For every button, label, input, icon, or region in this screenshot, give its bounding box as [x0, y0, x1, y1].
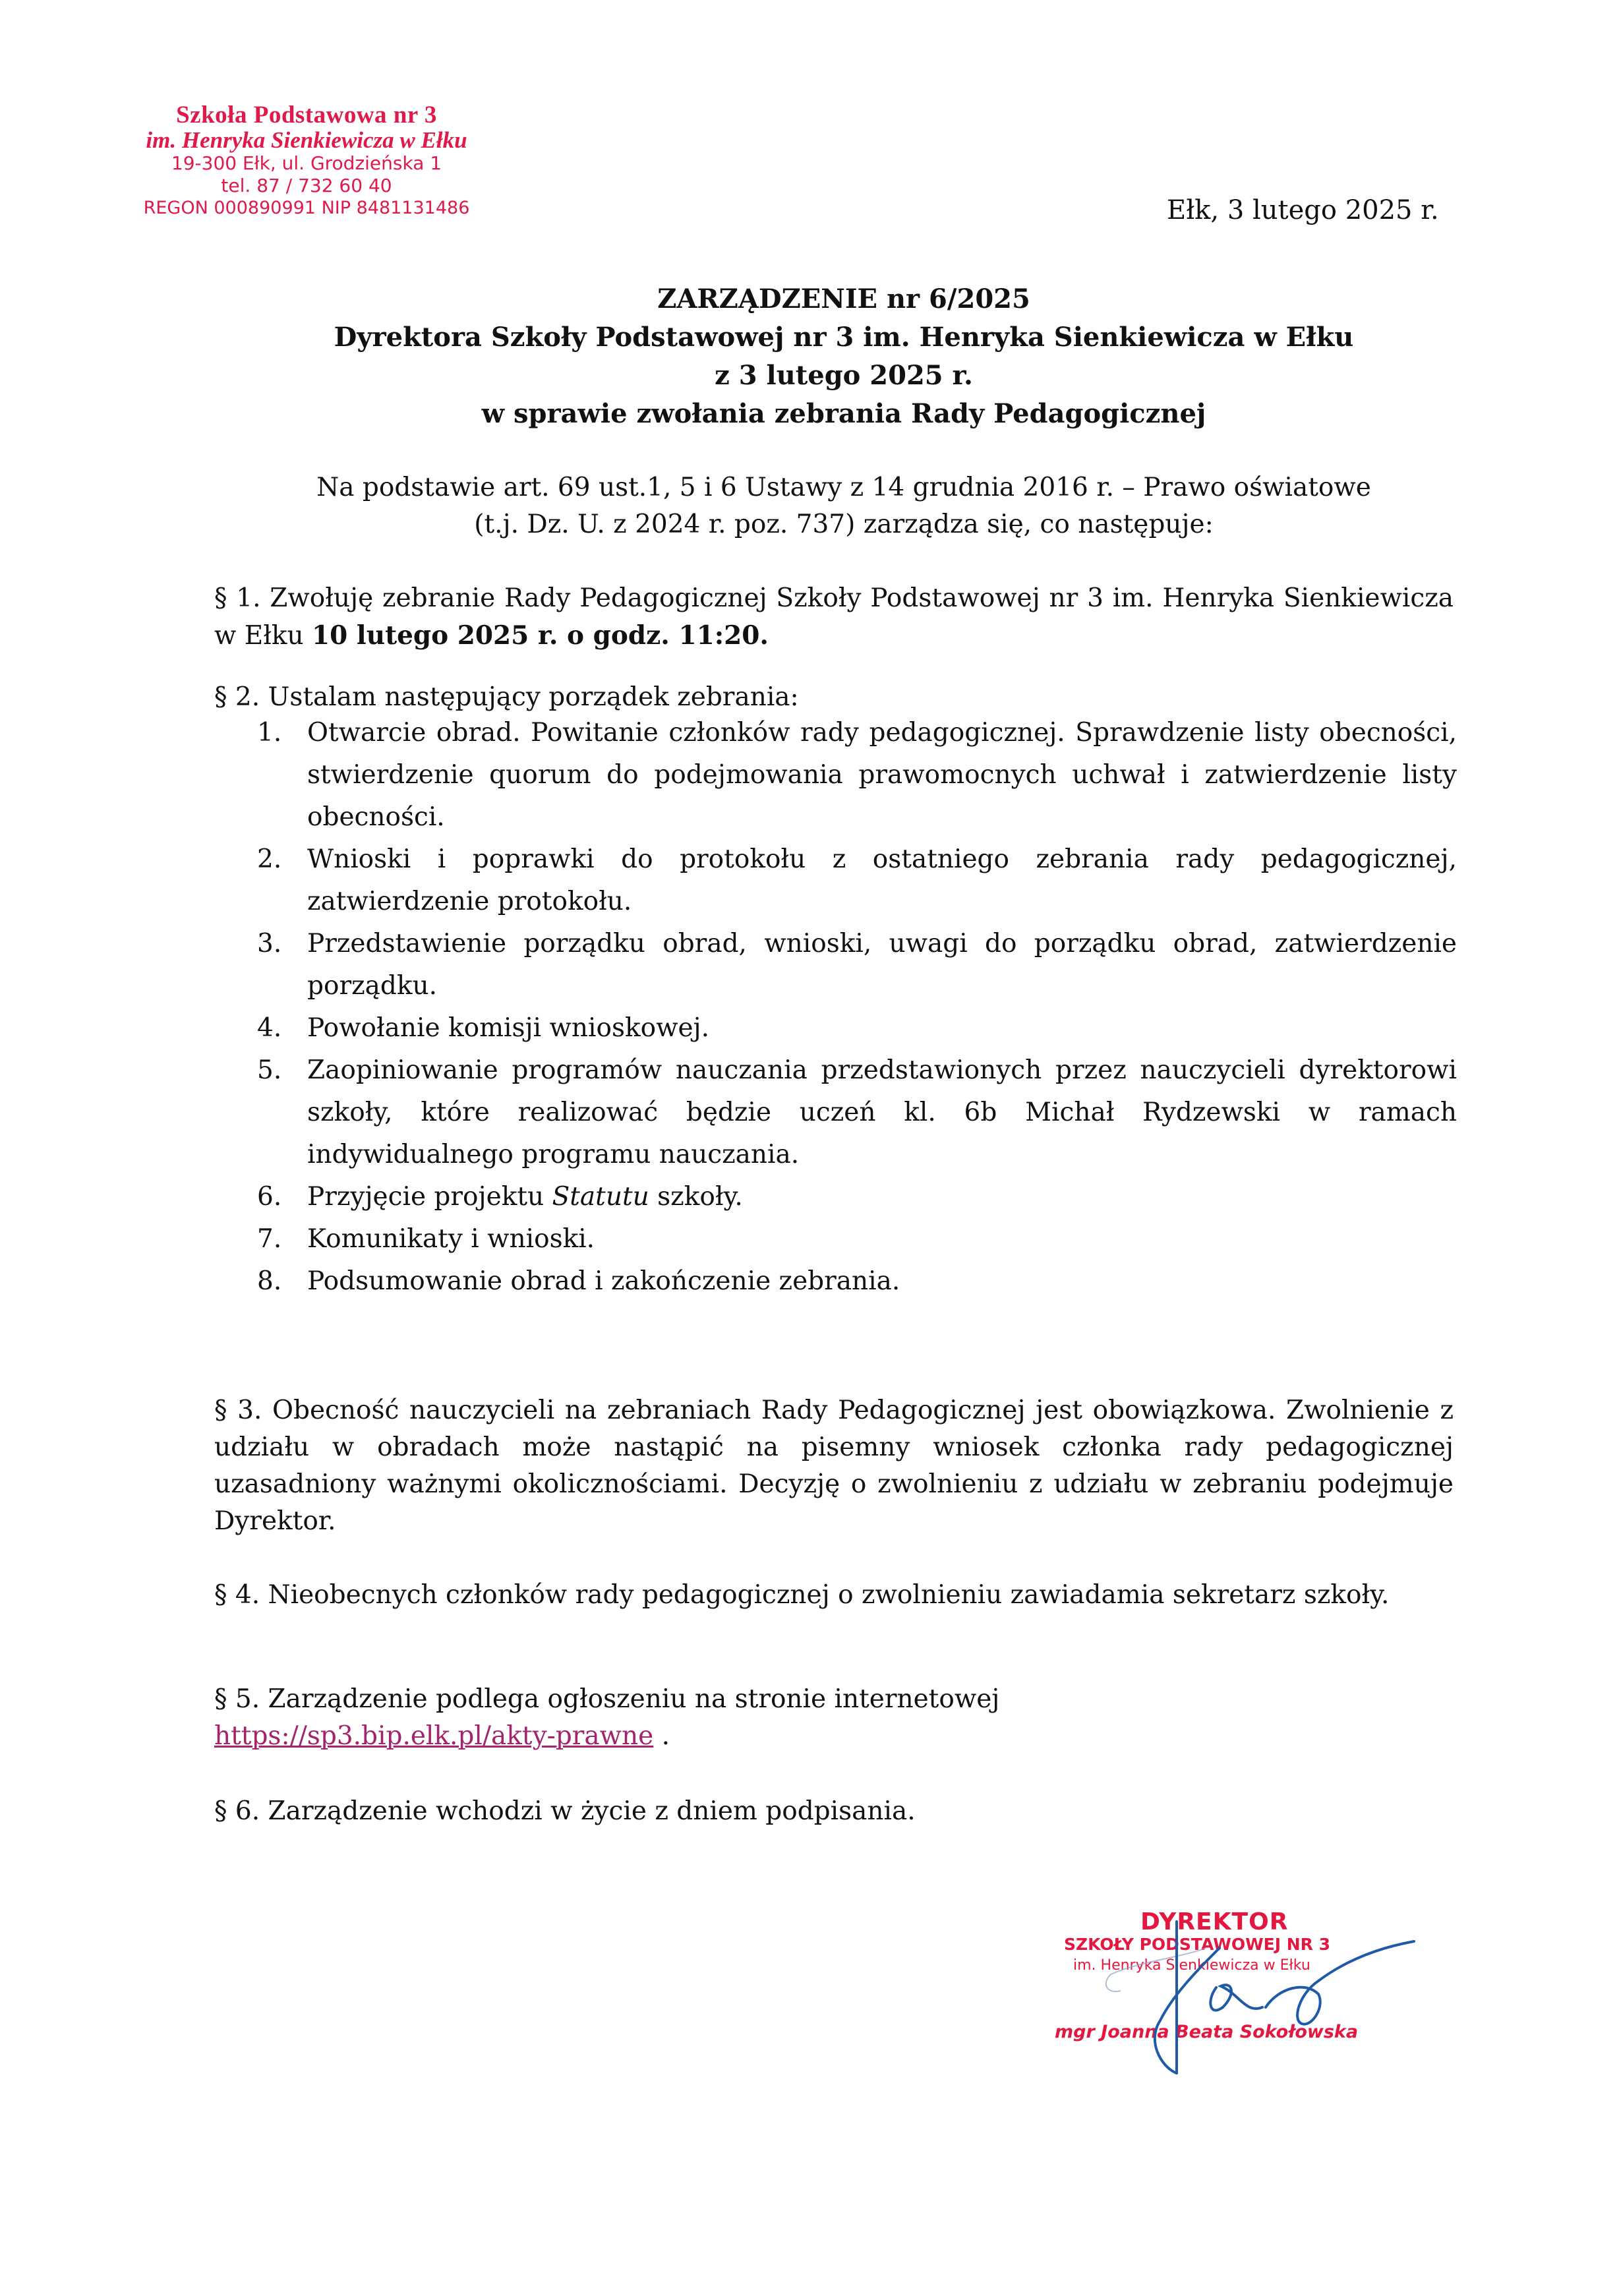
section-5-text: § 5. Zarządzenie podlega ogłoszeniu na stronie internetowej [214, 1684, 1000, 1714]
agenda-item [257, 1260, 1457, 1303]
legal-basis-line-2: (t.j. Dz. U. z 2024 r. poz. 737) zarządza się, co następuje: [474, 510, 1214, 539]
agenda-list [257, 712, 1457, 1303]
agenda-item [257, 1049, 1457, 1176]
stamp-regon-nip: REGON 000890991 NIP 8481131486 [143, 198, 470, 218]
director-signature-stamp [1048, 1908, 1457, 2113]
section-2-intro: § 2. Ustalam następujący porządek zebrania: [214, 682, 799, 712]
agenda-item [257, 923, 1457, 1007]
title-number: ZARZĄDZENIE nr 6/2025 [657, 283, 1030, 314]
handwritten-signature [1048, 1908, 1457, 2113]
section-1-text: § 1. Zwołuję zebranie Rady Pedagogicznej Szkoły Podstawowej nr 3 im. Henryka Sienkiewicza w Ełku [214, 583, 1454, 651]
signature-stamp-title: DYREKTOR [1140, 1908, 1289, 1935]
agenda-item [257, 839, 1457, 923]
agenda-item-text: Powołanie komisji wnioskowej. [307, 1013, 710, 1043]
agenda-item-text: Zaopiniowanie programów nauczania przedstawionych przez nauczycieli dyrektorowi szkoły, które realizować będzie uczeń kl. 6b Michał Rydzewski w ramach indywidualnego programu nauczania. [307, 1055, 1457, 1169]
title-issuer: Dyrektora Szkoły Podstawowej nr 3 im. Henryka Sienkiewicza w Ełku [334, 322, 1354, 353]
statute-italic: Statutu [552, 1182, 649, 1212]
meeting-datetime: 10 lutego 2025 r. o godz. 11:20. [312, 620, 769, 651]
legal-basis-line-1: Na podstawie art. 69 ust.1, 5 i 6 Ustawy z 14 grudnia 2016 r. – Prawo oświatowe [316, 473, 1371, 502]
signature-stamp-name: mgr Joanna Beata Sokołowska [1055, 2022, 1359, 2042]
agenda-item-number: 2. [257, 844, 282, 874]
section-5 [214, 1681, 1454, 1755]
agenda-item-number: 5. [257, 1055, 282, 1085]
section-3: § 3. Obecność nauczycieli na zebraniach Rady Pedagogicznej jest obowiązkowa. Zwolnienie z udziału w obradach może nastąpić na pisemny wniosek członka rady pedagogicznej uzasadniony ważnymi okolicznościami. Decyzję o zwolnieniu z udziału w zebraniu podejmuje Dyrektor. [214, 1396, 1454, 1536]
link-period: . [653, 1721, 670, 1751]
agenda-item-number: 6. [257, 1182, 282, 1212]
agenda-item [257, 1218, 1457, 1260]
agenda-item-text: Komunikaty i wnioski. [307, 1224, 595, 1254]
agenda-item-number: 8. [257, 1266, 282, 1296]
agenda-item-text: Przedstawienie porządku obrad, wnioski, uwagi do porządku obrad, zatwierdzenie porządku. [307, 929, 1457, 1001]
section-4: § 4. Nieobecnych członków rady pedagogicznej o zwolnieniu zawiadamia sekretarz szkoły. [214, 1580, 1390, 1610]
title-date: z 3 lutego 2025 r. [715, 360, 973, 391]
agenda-item-text: Wnioski i poprawki do protokołu z ostatniego zebrania rady pedagogicznej, zatwierdzenie protokołu. [307, 844, 1457, 916]
school-header-stamp [122, 102, 491, 220]
signature-stamp-school: SZKOŁY PODSTAWOWEJ NR 3 [1064, 1935, 1331, 1954]
agenda-item-text: Przyjęcie projektu [307, 1182, 552, 1212]
agenda-item-number: 1. [257, 718, 282, 748]
stamp-school-name: Szkoła Podstawowa nr 3 [176, 102, 437, 129]
agenda-item-text: Podsumowanie obrad i zakończenie zebrania. [307, 1266, 900, 1296]
stamp-address: 19-300 Ełk, ul. Grodzieńska 1 [171, 152, 442, 174]
section-6: § 6. Zarządzenie wchodzi w życie z dniem podpisania. [214, 1796, 916, 1826]
bip-link[interactable]: https://sp3.bip.elk.pl/akty-prawne [214, 1721, 654, 1751]
agenda-item-text: Otwarcie obrad. Powitanie członków rady pedagogicznej. Sprawdzenie listy obecności, stwierdzenie quorum do podejmowania prawomocnych uchwał i zatwierdzenie listy obecności. [307, 718, 1457, 832]
agenda-item-number: 4. [257, 1013, 282, 1043]
agenda-item-number: 7. [257, 1224, 282, 1254]
agenda-item-number: 3. [257, 929, 282, 958]
agenda-item [257, 1007, 1457, 1049]
agenda-item-text-end: szkoły. [649, 1182, 743, 1212]
signature-stamp-patron: im. Henryka Sienkiewicza w Ełku [1073, 1957, 1310, 1974]
document-title [198, 280, 1490, 433]
stamp-phone: tel. 87 / 732 60 40 [221, 175, 392, 196]
agenda-item [257, 1176, 1457, 1218]
title-subject: w sprawie zwołania zebrania Rady Pedagogicznej [481, 398, 1206, 429]
legal-basis [198, 469, 1490, 543]
agenda-item [257, 712, 1457, 839]
stamp-patron: im. Henryka Sienkiewicza w Ełku [146, 127, 467, 153]
document-date: Ełk, 3 lutego 2025 r. [1167, 195, 1439, 225]
section-1 [214, 580, 1454, 655]
